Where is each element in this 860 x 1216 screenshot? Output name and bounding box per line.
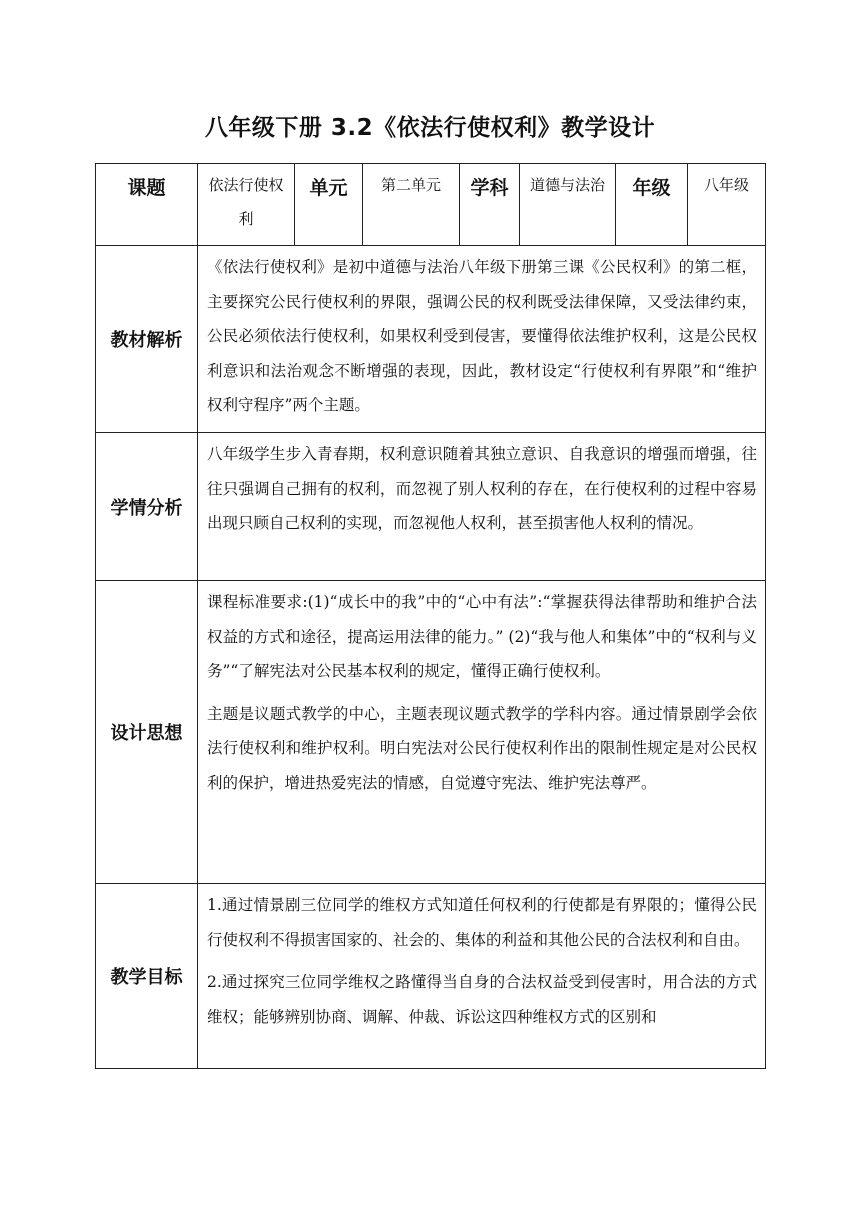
section-paragraph: 八年级学生步入青春期，权利意识随着其独立意识、自我意识的增强而增强，往往只强调自己拥有的权利，而忽视了别人权利的存在，在行使权利的过程中容易出现只顾自己权利的实现，而忽视他人权利，甚至损害他人权利的情况。 — [207, 445, 757, 532]
section-row-objectives — [96, 884, 766, 1069]
subject-value: 道德与法治 — [520, 164, 616, 246]
section-label: 教学目标 — [96, 884, 198, 1069]
section-paragraph: 2.通过探究三位同学维权之路懂得当自身的合法权益受到侵害时，用合法的方式维权；能够辨别协商、调解、仲裁、诉讼这四种维权方式的区别和 — [207, 973, 757, 1026]
section-content — [198, 884, 766, 1069]
subject-label: 学科 — [460, 164, 520, 246]
grade-value: 八年级 — [688, 164, 766, 246]
header-row — [96, 164, 766, 246]
unit-label: 单元 — [295, 164, 363, 246]
section-paragraph: 课程标准要求:(1)“成长中的我”中的“心中有法”:“掌握获得法律帮助和维护合法权益的方式和途径，提高运用法律的能力。” (2)“我与他人和集体”中的“权利与义务”“了解宪法对公民基本权利的规定，懂得正确行使权利。 — [207, 593, 757, 680]
section-label: 学情分析 — [96, 433, 198, 581]
section-row-student — [96, 433, 766, 581]
section-paragraph: 主题是议题式教学的中心，主题表现议题式教学的学科内容。通过情景剧学会依法行使权利和维护权利。明白宪法对公民行使权利作出的限制性规定是对公民权利的保护，增进热爱宪法的情感，自觉遵守宪法、维护宪法尊严。 — [207, 704, 757, 792]
section-content — [198, 581, 766, 884]
section-label: 设计思想 — [96, 581, 198, 884]
topic-label: 课题 — [96, 164, 198, 246]
lesson-plan-table — [95, 163, 766, 1069]
section-row-design — [96, 581, 766, 884]
grade-label: 年级 — [616, 164, 688, 246]
section-paragraph: 《依法行使权利》是初中道德与法治八年级下册第三课《公民权利》的第二框，主要探究公民行使权利的界限，强调公民的权利既受法律保障，又受法律约束，公民必须依法行使权利，如果权利受到侵害，要懂得依法维护权利，这是公民权利意识和法治观念不断增强的表现，因此，教材设定“行使权利有界限”和“维护权利守程序”两个主题。 — [207, 258, 757, 414]
section-row-textbook — [96, 246, 766, 433]
unit-value: 第二单元 — [363, 164, 460, 246]
section-paragraph: 1.通过情景剧三位同学的维权方式知道任何权利的行使都是有界限的；懂得公民行使权利不得损害国家的、社会的、集体的利益和其他公民的合法权利和自由。 — [207, 896, 757, 949]
document-title: 八年级下册 3.2《依法行使权利》教学设计 — [204, 115, 656, 141]
topic-value: 依法行使权利 — [198, 164, 295, 246]
section-content — [198, 246, 766, 433]
section-label: 教材解析 — [96, 246, 198, 433]
section-content — [198, 433, 766, 581]
